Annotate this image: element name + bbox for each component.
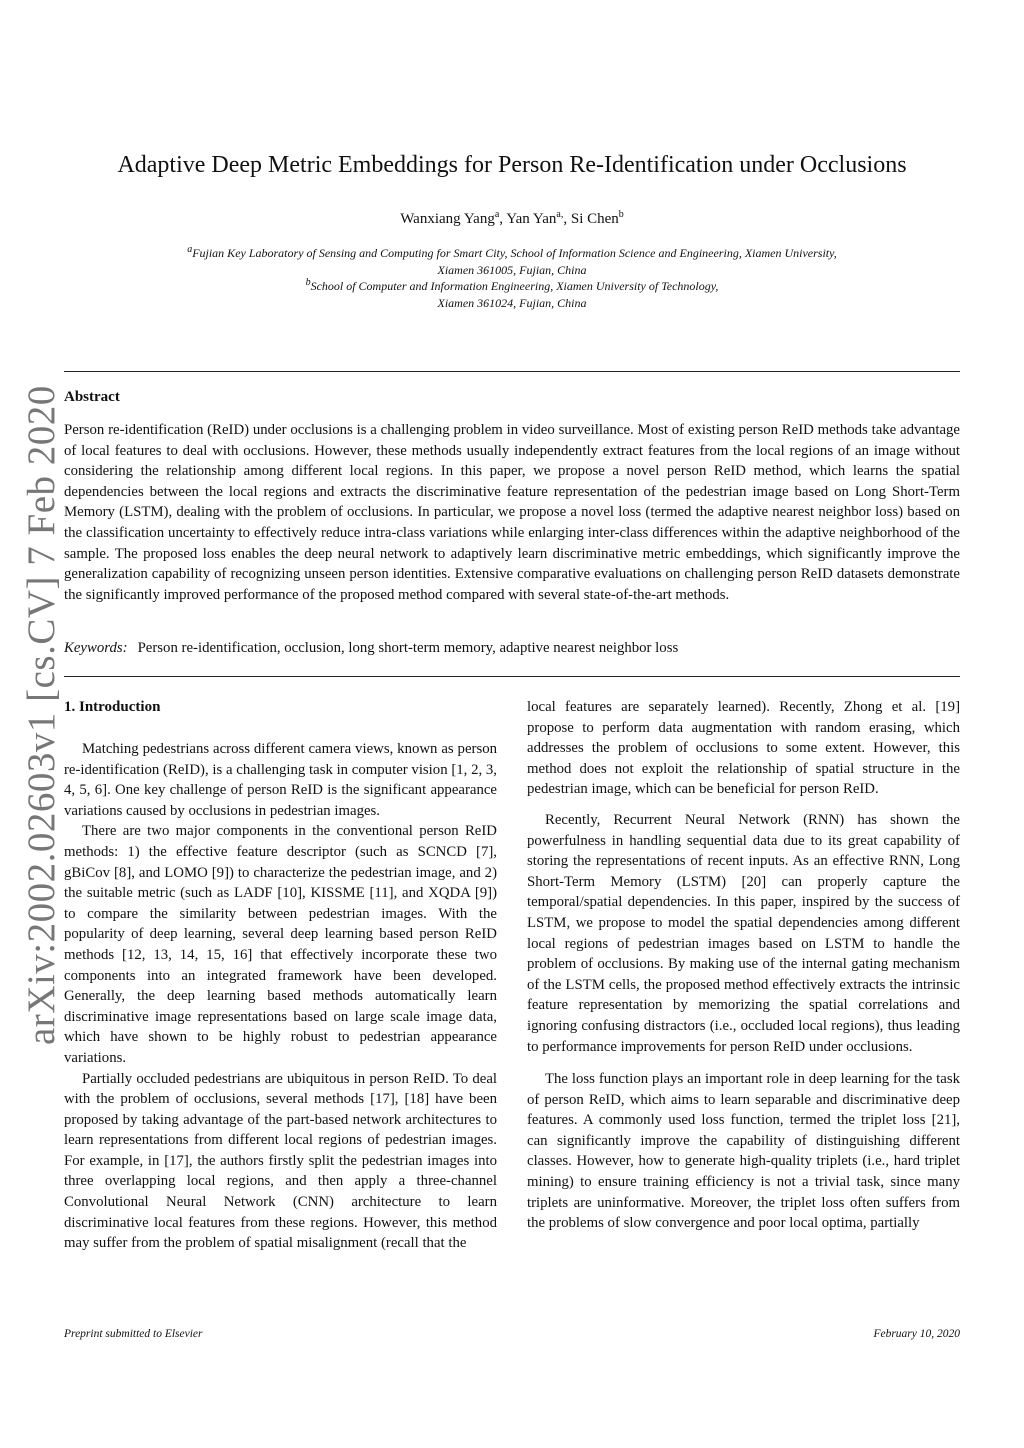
keywords-line (64, 638, 678, 658)
author-name: Si Chen (570, 211, 619, 227)
divider-rule (64, 371, 960, 372)
right-column (527, 697, 960, 1234)
author-affiliation-mark: a, (556, 209, 564, 220)
paper-title: Adaptive Deep Metric Embeddings for Person Re-Identification under Occlusions (117, 152, 907, 178)
footer-preprint-note: Preprint submitted to Elsevier (64, 1328, 203, 1340)
arxiv-side-identifier: arXiv:2002.02603v1 [cs.CV] 7 Feb 2020 (20, 385, 63, 1045)
author-list: Wanxiang Yang$^a$, Yan Yan$^{a,}$, Si Chen$^b$ (400, 209, 624, 227)
author-name: Yan Yan (506, 211, 557, 227)
affiliation-mark: b (305, 277, 311, 288)
abstract-heading: Abstract (64, 389, 120, 405)
body-paragraph: local features are separately learned). Recently, Zhong et al. [19] propose to perform data augmentation with random erasing, which addresses the problem of occlusions to some extent. However, this method does not exploit the relationship of spatial structure in the pedestrian image, which can be beneficial for person ReID. (527, 699, 960, 798)
body-paragraph: The loss function plays an important role in deep learning for the task of person ReID, which aims to learn separable and discriminative deep features. A commonly used loss function, termed the triplet loss [21], can significantly improve the capability of distinguishing different classes. However, how to generate high-quality triplets (i.e., hard triplet mining) to ensure training efficiency is not a trivial task, since many triplets are uninformative. Moreover, the triplet loss often suffers from the problems of slow convergence and poor local optima, partially (527, 1071, 960, 1232)
body-paragraph: There are two major components in the conventional person ReID methods: 1) the effective feature descriptor (such as SCNCD [7], gBiCov [8], and LOMO [9]) to characterize the pedestrian image, and 2) the suitable metric (such as LADF [10], KISSME [11], and XQDA [9]) to compare the similarity between pedestrian images. With the popularity of deep learning, several deep learning based person ReID methods [12, 13, 14, 15, 16] that effectively incorporate these two components into an integrated framework have been developed. Generally, the deep learning based methods automatically learn discriminative image representations based on large scale image data, which have shown to be highly robust to pedestrian appearance variations. (64, 823, 497, 1066)
keywords-text: Person re-identification, occlusion, long short-term memory, adaptive nearest neighbor loss (137, 640, 679, 656)
affiliation-mark: a (187, 244, 193, 255)
affiliation-line: School of Computer and Information Engineering, Xiamen University of Technology, (310, 279, 719, 293)
section-heading: 1. Introduction (64, 699, 161, 715)
affiliation-line: Fujian Key Laboratory of Sensing and Computing for Smart City, School of Information Science and Engineering, Xiamen University, (192, 246, 837, 260)
author-affiliation-mark: a (494, 209, 500, 220)
keywords-label: Keywords: (64, 640, 128, 656)
affiliation-line: Xiamen 361005, Fujian, China (437, 263, 587, 277)
body-paragraph: Recently, Recurrent Neural Network (RNN) has shown the powerfulness in handling sequential data due to its great capability of storing the representations of recent inputs. As an effective RNN, Long Short-Term Memory (LSTM) [20] can properly capture the temporal/spatial dependencies. In this paper, inspired by the success of LSTM, we propose to model the spatial dependencies among different local regions of pedestrian images based on LSTM to handle the problem of occlusions. By making use of the internal gating mechanism of the LSTM cells, the proposed method effectively extracts the intrinsic feature representation by memorizing the spatial correlations and ignoring confusing distractors (i.e., occluded local regions), thus leading to performance improvements for person ReID under occlusions. (527, 811, 960, 1055)
author-name: Wanxiang Yang (400, 211, 495, 227)
affiliation-a (110, 245, 914, 279)
footer-date: February 10, 2020 (873, 1328, 960, 1340)
author-affiliation-mark: b (618, 209, 624, 220)
affiliation-line: Xiamen 361024, Fujian, China (437, 296, 587, 310)
affiliation-b (110, 278, 914, 312)
body-paragraph: Partially occluded pedestrians are ubiquitous in person ReID. To deal with the problem of occlusions, several methods [17], [18] have been proposed by taking advantage of the part-based network architectures to learn representations from different local regions of pedestrian images. For example, in [17], the authors firstly split the pedestrian images into three overlapping local regions, and then apply a three-channel Convolutional Neural Network (CNN) architecture to learn discriminative local features from these regions. However, this method may suffer from the problem of spatial misalignment (recall that the (64, 1070, 497, 1252)
abstract-body: Person re-identification (ReID) under occlusions is a challenging problem in video surveillance. Most of existing person ReID methods take advantage of local features to deal with occlusions. However, these methods usually independently extract features from the local regions of an image without considering the relationship among different local regions. In this paper, we propose a novel person ReID method, which learns the spatial dependencies between the local regions and extracts the discriminative feature representation of the pedestrian image based on Long Short-Term Memory (LSTM), dealing with the problem of occlusions. In particular, we propose a novel loss (termed the adaptive nearest neighbor loss) based on the classification uncertainty to effectively reduce intra-class variations while enlarging inter-class differences within the adaptive neighborhood of the sample. The proposed loss enables the deep neural network to adaptively learn discriminative metric embeddings, which significantly improve the generalization capability of recognizing unseen person identities. Extensive comparative evaluations on challenging person ReID datasets demonstrate the significantly improved performance of the proposed method compared with several state-of-the-art methods. (64, 422, 960, 603)
divider-rule (64, 676, 960, 677)
left-column (64, 697, 497, 1254)
body-paragraph: Matching pedestrians across different camera views, known as person re-identification (ReID), is a challenging task in computer vision [1, 2, 3, 4, 5, 6]. One key challenge of person ReID is the significant appearance variations caused by occlusions in pedestrian images. (64, 741, 497, 819)
